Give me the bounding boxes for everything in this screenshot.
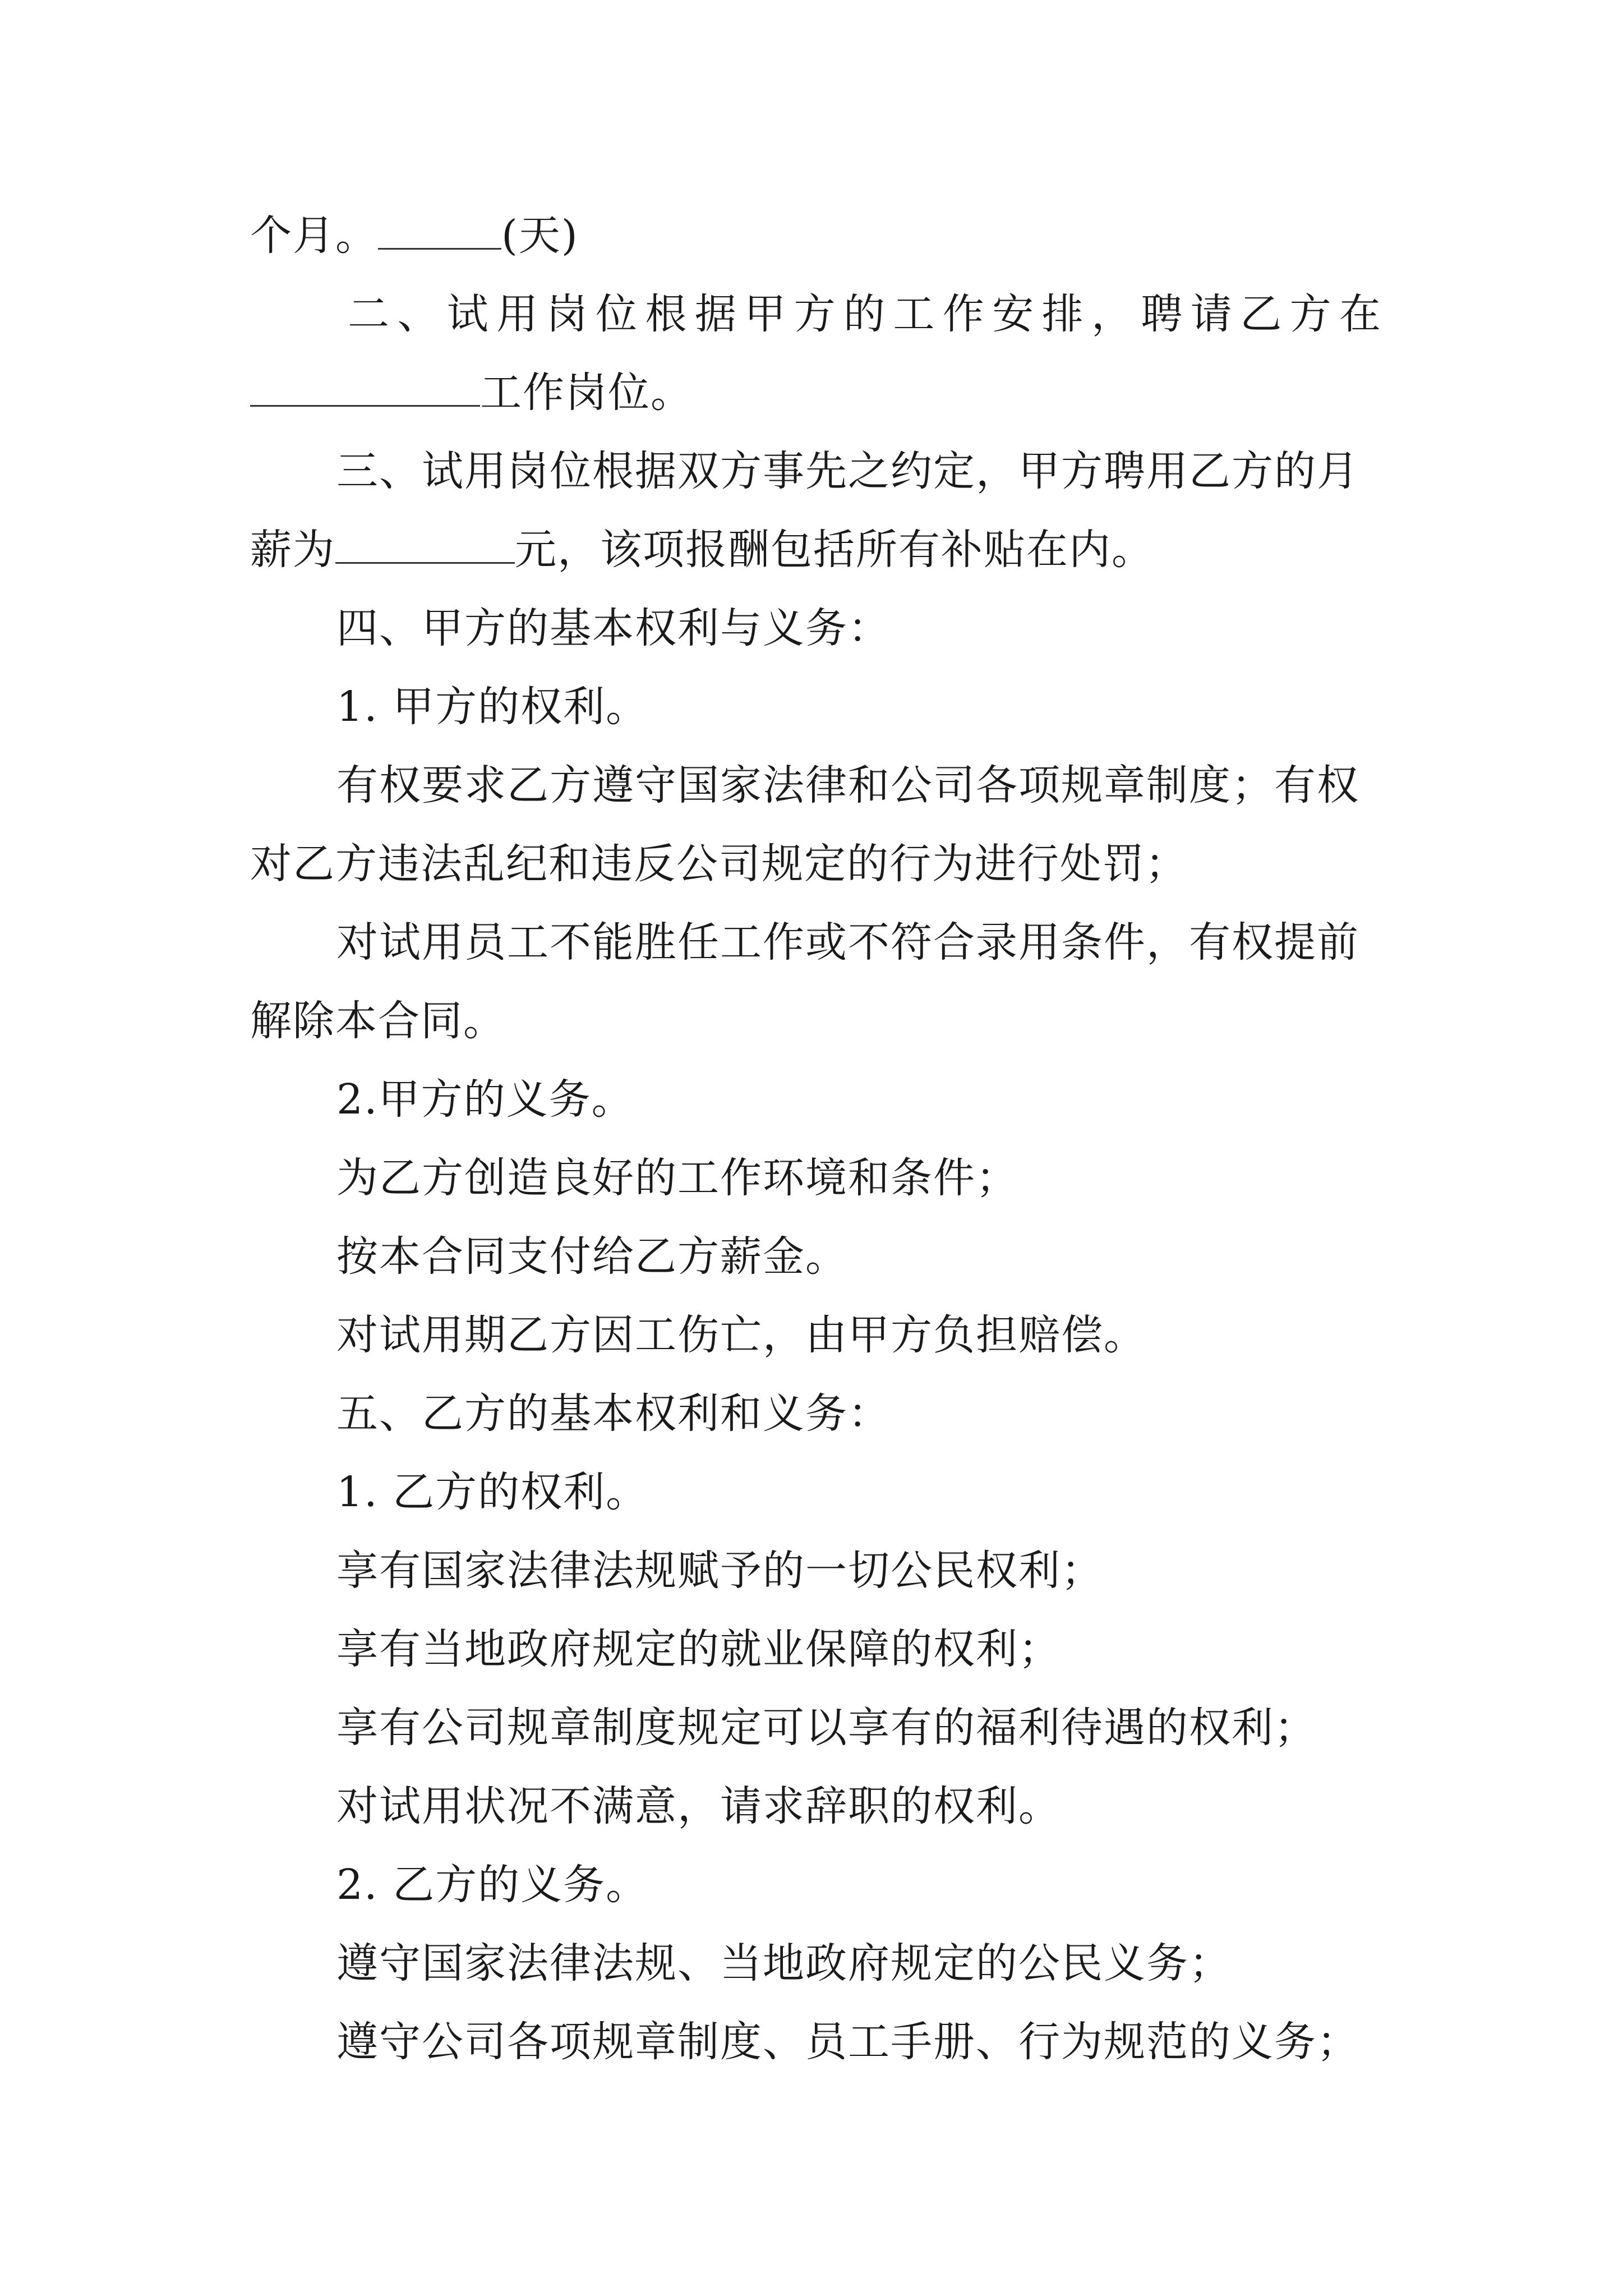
fill-in-blank-salary[interactable]	[335, 526, 515, 564]
text-line-1	[250, 208, 579, 264]
text-segment: 工作岗位。	[480, 369, 693, 417]
fill-in-blank-days[interactable]	[378, 212, 501, 250]
party-b-duties-heading: 2. 乙方的义务。	[336, 1861, 649, 1909]
party-a-rights-line-2: 对乙方违法乱纪和违反公司规定的行为进行处罚；	[250, 840, 1188, 888]
text-segment: 个月。	[250, 211, 378, 260]
party-b-duties-line-1: 遵守国家法律法规、当地政府规定的公民义务；	[336, 1939, 1232, 1987]
section-four-heading: 四、甲方的基本权利与义务：	[336, 604, 891, 652]
clause-three-line-1: 三、试用岗位根据双方事先之约定，甲方聘用乙方的月	[336, 447, 1359, 495]
party-b-rights-line-2: 享有当地政府规定的就业保障的权利；	[336, 1625, 1061, 1673]
section-five-heading: 五、乙方的基本权利和义务：	[336, 1389, 891, 1438]
party-a-duties-heading: 2.甲方的义务。	[336, 1075, 634, 1124]
text-segment: 薪为	[250, 526, 335, 574]
party-a-rights-line-3: 对试用员工不能胜任工作或不符合录用条件，有权提前	[336, 918, 1359, 967]
party-a-duties-line-2: 按本合同支付给乙方薪金。	[336, 1232, 848, 1281]
clause-two-line-2	[250, 365, 693, 421]
party-b-rights-line-3: 享有公司规章制度规定可以享有的福利待遇的权利；	[336, 1704, 1317, 1752]
clause-three-line-2	[250, 522, 1154, 578]
party-b-duties-line-2: 遵守公司各项规章制度、员工手册、行为规范的义务；	[336, 2018, 1359, 2066]
text-segment: (天)	[501, 211, 579, 260]
party-b-rights-heading: 1. 乙方的权利。	[336, 1468, 649, 1516]
party-b-rights-line-4: 对试用状况不满意，请求辞职的权利。	[336, 1782, 1061, 1830]
party-a-duties-line-1: 为乙方创造良好的工作环境和条件；	[336, 1154, 1018, 1202]
party-a-rights-line-1: 有权要求乙方遵守国家法律和公司各项规章制度；有权	[336, 761, 1359, 809]
text-segment: 元，该项报酬包括所有补贴在内。	[515, 526, 1154, 574]
fill-in-blank-position[interactable]	[250, 369, 480, 407]
party-a-duties-line-3: 对试用期乙方因工伤亡，由甲方负担赔偿。	[336, 1311, 1146, 1359]
clause-two-line-1: 二、试用岗位根据甲方的工作安排，聘请乙方在	[348, 290, 1382, 338]
party-a-rights-line-4: 解除本合同。	[250, 997, 506, 1045]
party-a-rights-heading: 1. 甲方的权利。	[336, 683, 649, 731]
party-b-rights-line-1: 享有国家法律法规赋予的一切公民权利；	[336, 1547, 1104, 1595]
